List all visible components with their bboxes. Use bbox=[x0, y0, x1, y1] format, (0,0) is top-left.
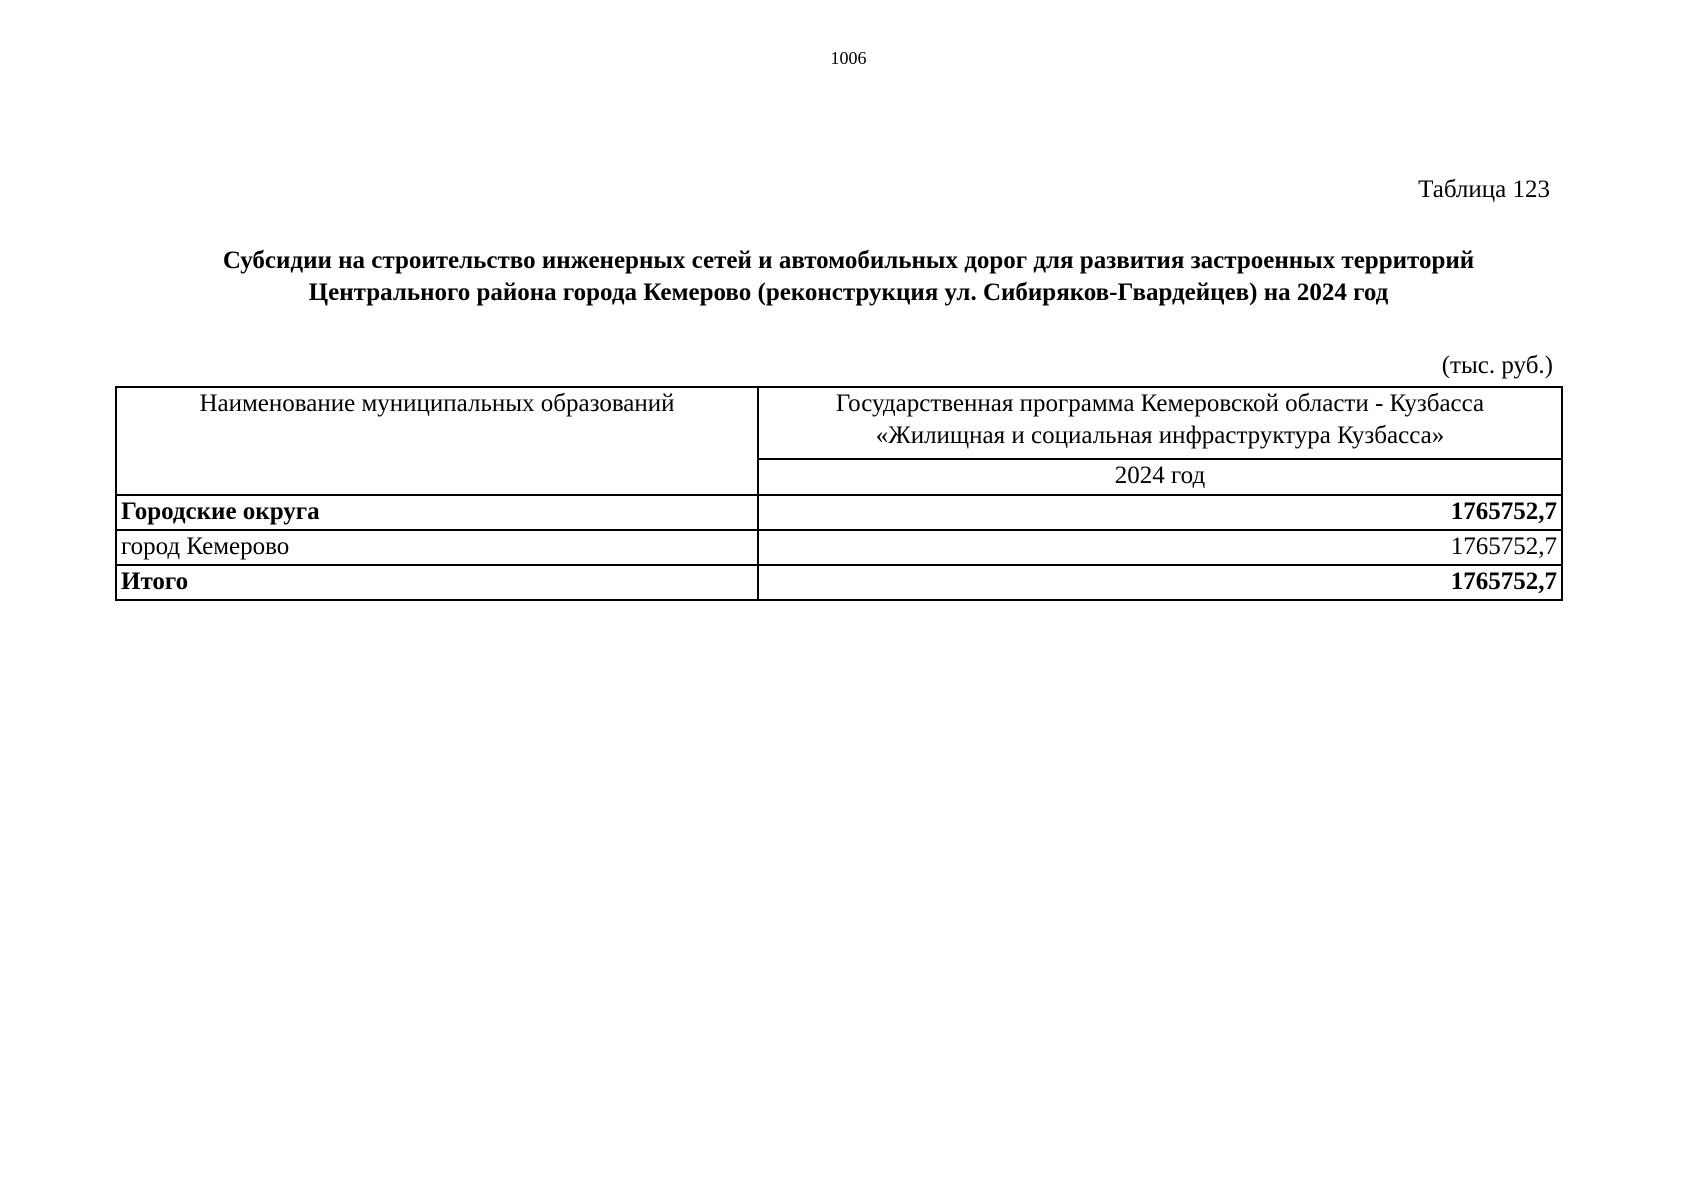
units-label: (тыс. руб.) bbox=[1441, 352, 1553, 379]
header-program bbox=[758, 387, 1562, 459]
document-title bbox=[100, 245, 1597, 309]
header-program-line-1: Государственная программа Кемеровской области - Кузбасса bbox=[835, 390, 1485, 417]
document-title-line-2: Центрального района города Кемерово (реконструкция ул. Сибиряков-Гвардейцев) на 2024 год bbox=[308, 279, 1389, 306]
row-label: Городские округа bbox=[116, 495, 758, 530]
row-value: 1765752,7 bbox=[758, 530, 1562, 565]
table-caption: Таблица 123 bbox=[1418, 176, 1550, 203]
document-title-line-1: Субсидии на строительство инженерных сетей и автомобильных дорог для развития застроенных территорий bbox=[222, 247, 1475, 274]
page-number: 1006 bbox=[830, 48, 867, 68]
table-row bbox=[116, 495, 1562, 530]
header-year: 2024 год bbox=[758, 459, 1562, 495]
header-program-line-2: «Жилищная и социальная инфраструктура Кузбасса» bbox=[875, 422, 1445, 449]
row-label-total: Итого bbox=[116, 565, 758, 600]
row-value-total: 1765752,7 bbox=[758, 565, 1562, 600]
table-row bbox=[116, 530, 1562, 565]
table-header-row bbox=[116, 387, 1562, 459]
row-value: 1765752,7 bbox=[758, 495, 1562, 530]
row-label: город Кемерово bbox=[116, 530, 758, 565]
header-municipality-name: Наименование муниципальных образований bbox=[116, 387, 758, 495]
subsidy-table bbox=[115, 386, 1563, 601]
table-row-total bbox=[116, 565, 1562, 600]
